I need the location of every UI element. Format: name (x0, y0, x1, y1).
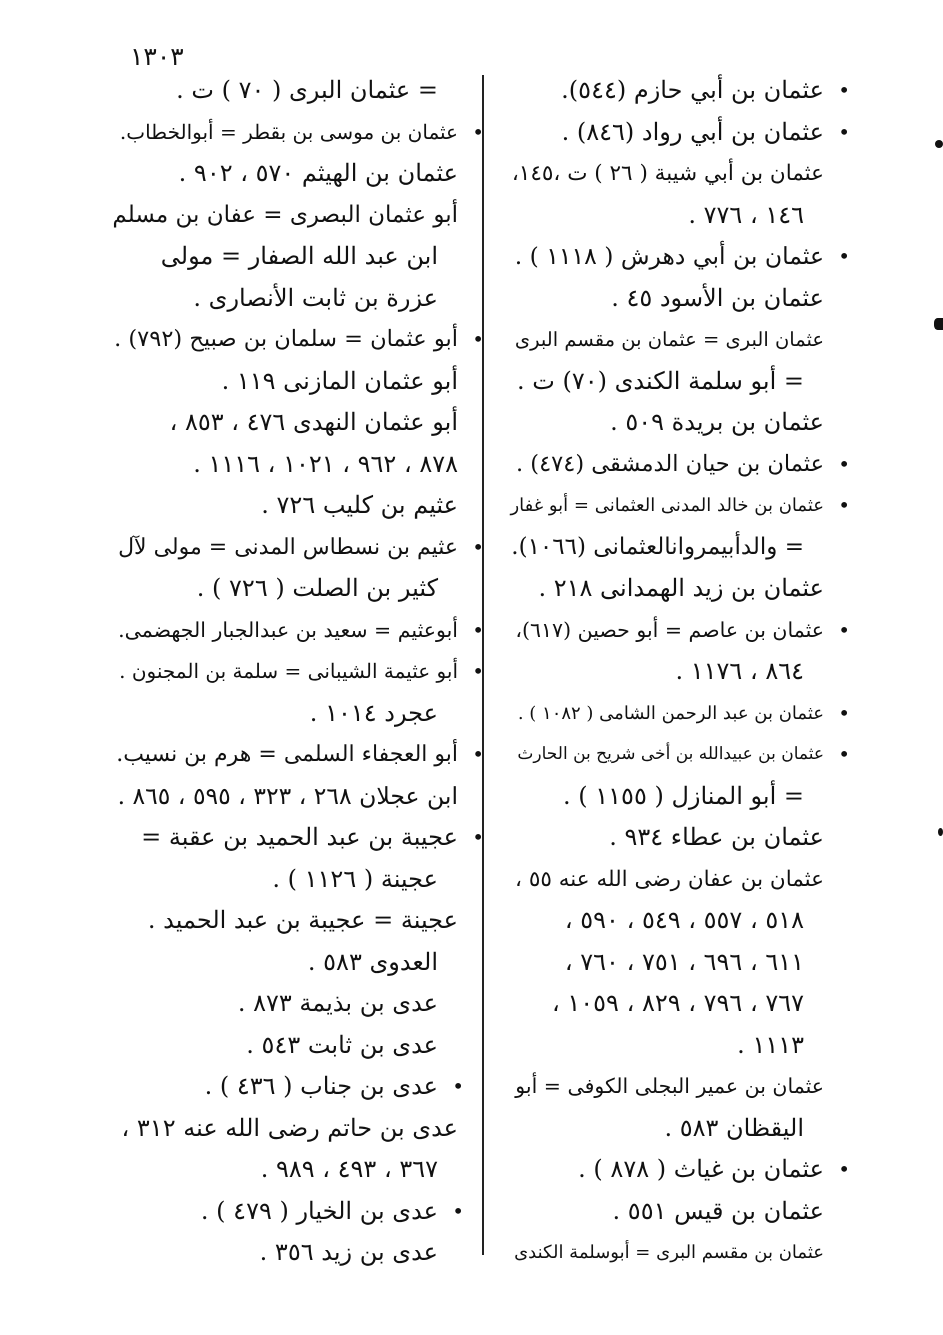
index-entry-line: عثمان بن الهيثم ٥٧٠ ، ٩٠٢ . (178, 159, 458, 187)
index-entry-line: ١٤٦ ، ٧٧٦ . (688, 200, 804, 229)
index-entry-line: • عثمان بن موسى بن بقطر = أبوالخطاب. (112, 112, 472, 154)
index-entry-line: أبو عثمان النهدى ٤٧٦ ، ٨٥٣ ، (169, 408, 458, 436)
index-entry-line: ٣٦٧ ، ٤٩٣ ، ٩٨٩ . (260, 1155, 438, 1183)
right-column (510, 70, 838, 1274)
index-entry-line: • عدى بن الخيار ( ٤٧٩ ) . (112, 1191, 472, 1233)
index-entry-line: ١١١٣ . (737, 1030, 804, 1059)
index-entry-line: • عثمان بن غياث ( ٨٧٨ ) . (510, 1149, 838, 1191)
index-entry-line: عثيم بن كليب ٧٢٦ . (261, 491, 458, 519)
index-entry-line: عدى بن زيد ٣٥٦ . (259, 1238, 438, 1266)
index-entry-line: ٥١٨ ، ٥٥٧ ، ٥٤٩ ، ٥٩٠ ، (564, 906, 804, 934)
index-entry-line: • عثمان بن عاصم = أبو حصين (٦١٧)، (510, 610, 838, 652)
index-entry-line: عثمان بن بريدة ٥٠٩ . (610, 408, 824, 436)
index-entry-line: عدى بن بذيمة ٨٧٣ . (237, 989, 438, 1017)
index-entry-line: • عجيبة بن عبد الحميد بن عقبة = (112, 817, 472, 859)
index-entry-line: عثمان بن قيس ٥٥١ . (612, 1196, 824, 1225)
index-entry-line: العدوى ٥٨٣ . (307, 947, 438, 976)
index-entry-line: ابن عجلان ٢٦٨ ، ٣٢٣ ، ٥٩٥ ، ٨٦٥ . (117, 781, 458, 810)
index-entry-line: عجينة = عجيبة بن عبد الحميد . (147, 906, 458, 934)
index-entry-line: عجرد ١٠١٤ . (309, 698, 438, 727)
index-entry-line: أبو عثمان المازنى ١١٩ . (221, 366, 458, 395)
index-entry-line: اليقظان ٥٨٣ . (664, 1113, 804, 1142)
index-entry-line: عثمان بن عمير البجلى الكوفى = أبو (515, 1074, 824, 1098)
index-entry-line: • عثمان بن حيان الدمشقى (٤٧٤) . (510, 444, 838, 486)
index-entry-line: عجينة ( ١١٢٦ ) . (272, 864, 438, 893)
margin-mark-top (935, 140, 943, 148)
index-entry-line: • أبو العجفاء السلمى = هرم بن نسيب. (112, 734, 472, 776)
index-entry-line: • عثمان بن عبد الرحمن الشامى ( ١٠٨٢ ) . (510, 693, 838, 735)
index-entry-line: عدى بن ثابت ٥٤٣ . (246, 1030, 438, 1059)
index-entry-line: عثمان بن زيد الهمدانى ٢١٨ . (538, 574, 824, 602)
index-entry-line: عثمان بن الأسود ٤٥ . (611, 283, 824, 312)
index-entry-line: أبو عثمان البصرى = عفان بن مسلم (112, 201, 458, 228)
index-entry-line: • عثمان بن خالد المدنى العثمانى = أبو غفار (510, 485, 838, 527)
index-entry-line: عثمان بن مقسم البرى = أبوسلمة الكندى (514, 1242, 824, 1263)
index-entry-line: = أبو سلمة الكندى (٧٠) ت . (516, 366, 804, 395)
left-column (112, 70, 472, 1274)
index-entry-line: عثمان البرى = عثمان بن مقسم البرى (514, 328, 824, 351)
index-entry-line: = أبو المنازل ( ١١٥٥ ) . (563, 781, 804, 810)
margin-mark-bottom (938, 828, 943, 836)
index-entry-line: عزرة بن ثابت الأنصارى . (193, 283, 438, 312)
index-entry-line: • عثمان بن أبي حازم (٥٤٤). (510, 70, 838, 112)
index-entry-line: • عثمان بن أبي دهرش ( ١١١٨ ) . (510, 236, 838, 278)
index-entry-line: عثمان بن عفان رضى الله عنه ٥٥ ، (515, 866, 824, 892)
index-entry-line: عثمان بن أبي شيبة ( ٢٦ ) ت ،١٤٥، (511, 161, 824, 186)
index-entry-line: عدى بن حاتم رضى الله عنه ٣١٢ ، (121, 1113, 458, 1142)
index-entry-line: • أبو عثمان = سلمان بن صبيح (٧٩٢) . (112, 319, 472, 361)
index-entry-line: عثمان بن عطاء ٩٣٤ . (609, 823, 824, 851)
index-entry-line: ٨٦٤ ، ١١٧٦ . (675, 657, 804, 685)
index-entry-line: كثير بن الصلت ( ٧٢٦ ) . (196, 574, 438, 602)
index-entry-line: • أبو عثيمة الشيبانى = سلمة بن المجنون . (112, 651, 472, 693)
index-entry-line: • عثمان بن عبيدالله بن أخى شريح بن الحارث (510, 734, 838, 776)
index-entry-line: • أبوعثيم = سعيد بن عبدالجبار الجهضمى. (112, 610, 472, 652)
index-entry-line: ٨٧٨ ، ٩٦٢ ، ١٠٢١ ، ١١١٦ . (193, 449, 458, 478)
index-entry-line: = والدأبيمروانالعثمانى (١٠٦٦). (511, 533, 804, 560)
margin-mark-middle (934, 318, 943, 330)
page-number: ١٣٠٣ (130, 42, 184, 71)
index-entry-line: = عثمان البرى ( ٧٠ ) ت . (176, 76, 438, 104)
index-entry-line: ابن عبد الله الصفار = مولى (160, 242, 438, 270)
index-entry-line: • عدى بن جناب ( ٤٣٦ ) . (112, 1066, 472, 1108)
index-entry-line: • عثمان بن أبي رواد (٨٤٦) . (510, 112, 838, 154)
index-entry-line: ٦١١ ، ٦٩٦ ، ٧٥١ ، ٧٦٠ ، (564, 947, 804, 976)
index-entry-line: ٧٦٧ ، ٧٩٦ ، ٨٢٩ ، ١٠٥٩ ، (552, 989, 804, 1017)
index-entry-line: • عثيم بن نسطاس المدنى = مولى لآل (112, 527, 472, 569)
